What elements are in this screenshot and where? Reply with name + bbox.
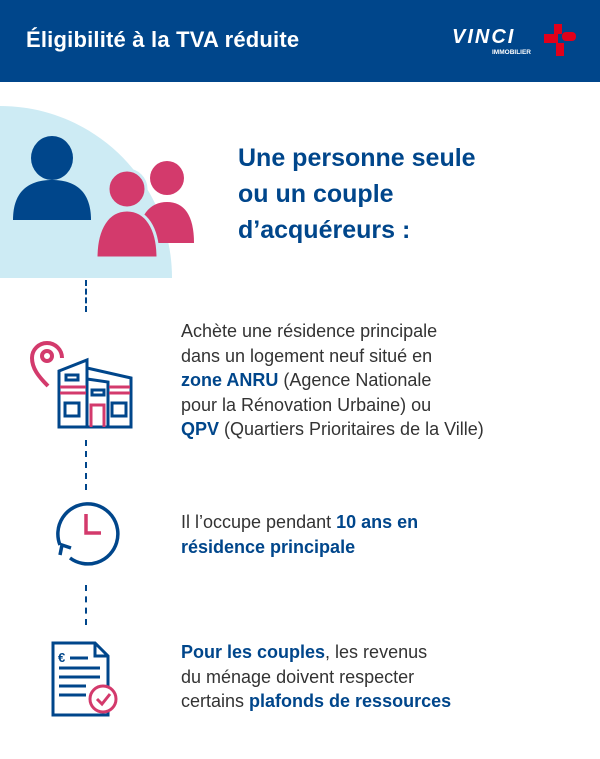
header	[0, 0, 600, 82]
text-line	[181, 535, 418, 560]
text-line	[181, 665, 451, 690]
logo-subtext: IMMOBILIER	[492, 49, 531, 56]
text-emphasis: résidence principale	[181, 536, 356, 557]
main-heading	[238, 140, 476, 248]
text-line	[181, 344, 484, 369]
connector-line	[85, 585, 87, 625]
page-title: Éligibilité à la TVA réduite	[26, 27, 300, 52]
text-segment: dans un logement neuf situé en	[181, 345, 433, 366]
connector-line	[85, 280, 87, 312]
people-icon	[10, 135, 200, 265]
criterion-duration	[181, 510, 418, 559]
text-segment: pour la Rénovation Urbaine) ou	[181, 394, 432, 415]
text-line	[181, 510, 418, 535]
connector-line	[85, 440, 87, 490]
text-emphasis: 10 ans en	[336, 512, 419, 532]
text-emphasis: zone ANRU	[181, 370, 279, 390]
building-location-icon	[28, 338, 138, 430]
text-segment: Il l’occupe pendant	[181, 512, 337, 532]
text-segment: du ménage doivent respecter	[181, 666, 415, 687]
text-line	[181, 417, 484, 442]
heading-line: d’acquéreurs :	[238, 216, 411, 244]
text-emphasis: Pour les couples	[181, 642, 326, 662]
income-document-icon	[48, 640, 124, 720]
clock-icon	[52, 500, 120, 568]
text-line	[181, 640, 451, 665]
logo-text: VINCI	[452, 26, 516, 48]
heading-line: Une personne seule	[238, 144, 476, 172]
heading-line: ou un couple	[238, 180, 394, 208]
text-segment: (Agence Nationale	[278, 370, 432, 390]
text-line	[181, 368, 484, 393]
text-segment: certains	[181, 691, 250, 711]
svg-text:€: €	[58, 650, 66, 665]
criterion-location	[181, 319, 484, 442]
text-emphasis: plafonds de ressources	[249, 691, 452, 711]
logo-cross-icon	[544, 24, 576, 56]
text-line	[181, 393, 484, 418]
text-line	[181, 689, 451, 714]
text-emphasis: QPV	[181, 419, 220, 439]
text-segment: Achète une résidence principale	[181, 321, 438, 341]
text-segment: , les revenus	[325, 642, 428, 662]
vinci-logo	[452, 22, 577, 62]
criterion-income	[181, 640, 451, 714]
text-line	[181, 319, 484, 344]
text-segment: (Quartiers Prioritaires de la Ville)	[219, 419, 484, 439]
